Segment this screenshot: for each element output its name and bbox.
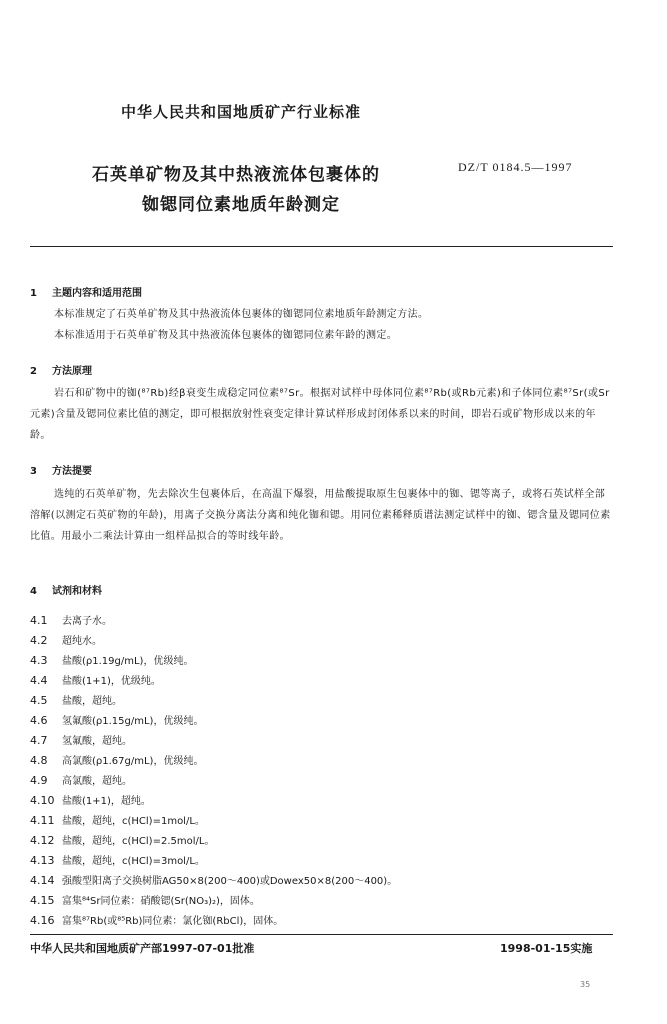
item-number: 4.7 [30,734,48,747]
item-number: 4.14 [30,874,55,887]
list-item [30,712,203,727]
list-item [30,812,205,827]
section-1-paragraph-1: 本标准规定了石英单矿物及其中热液流体包裹体的铷锶同位素地质年龄测定方法。 [54,309,429,320]
section-2-paragraph: 岩石和矿物中的铷(⁸⁷Rb)经β衰变生成稳定同位素⁸⁷Sr。根据对试样中母体同位素⁸⁷Rb(或Rb元素)和子体同位素⁸⁷Sr(或Sr元素)含量及锶同位素比值的测定，即可根据放射性衰变定律计算试样形成封闭体系以来的时间，即岩石或矿物形成以来的年龄。 [30,388,610,441]
standard-code: DZ/T 0184.5—1997 [458,160,573,174]
agency-title: 中华人民共和国地质矿产行业标准 [121,103,362,121]
section-heading-3 [30,462,92,477]
item-number: 4.1 [30,614,48,627]
item-text: 富集⁸⁴Sr同位素：硝酸锶(Sr(NO₃)₂)，固体。 [62,896,260,907]
page-number: 35 [580,980,591,989]
list-item [30,652,193,667]
list-item [30,792,151,807]
item-text: 盐酸，超纯，c(HCl)=1mol/L。 [62,816,205,827]
section-number: 1 [30,288,37,299]
list-item [30,772,132,787]
item-number: 4.16 [30,914,55,927]
item-number: 4.4 [30,674,48,687]
list-item [30,872,397,887]
item-number: 4.6 [30,714,48,727]
item-number: 4.2 [30,634,48,647]
item-text: 盐酸(ρ1.19g/mL)，优级纯。 [62,656,194,667]
list-item [30,612,112,627]
item-number: 4.15 [30,894,55,907]
section-heading-2 [30,362,92,377]
item-text: 盐酸(1+1)，超纯。 [62,796,151,807]
item-number: 4.11 [30,814,55,827]
list-item [30,852,205,867]
list-item [30,672,161,687]
item-text: 氢氟酸(ρ1.15g/mL)，优级纯。 [62,716,204,727]
section-number: 2 [30,366,37,377]
section-heading-4 [30,582,102,597]
item-text: 高氯酸(ρ1.67g/mL)，优级纯。 [62,756,204,767]
section-title: 试剂和材料 [52,586,102,597]
item-number: 4.12 [30,834,55,847]
item-text: 超纯水。 [62,636,102,647]
item-number: 4.9 [30,774,48,787]
item-text: 盐酸(1+1)，优级纯。 [62,676,161,687]
section-title: 方法原理 [52,366,92,377]
section-number: 4 [30,586,37,597]
header-divider [30,246,613,247]
implementation-date: 1998-01-15实施 [500,942,593,955]
item-text: 高氯酸，超纯。 [62,776,132,787]
list-item [30,692,122,707]
item-text: 盐酸，超纯，c(HCl)=2.5mol/L。 [62,836,215,847]
list-item [30,892,260,907]
section-heading-1 [30,284,142,299]
item-text: 盐酸，超纯，c(HCl)=3mol/L。 [62,856,205,867]
list-item [30,752,203,767]
document-title-line2: 铷锶同位素地质年龄测定 [142,195,340,215]
list-item [30,832,214,847]
list-item [30,912,283,927]
item-text: 氢氟酸，超纯。 [62,736,132,747]
item-text: 去离子水。 [62,616,112,627]
item-number: 4.3 [30,654,48,667]
section-number: 3 [30,466,37,477]
list-item [30,732,132,747]
section-3-paragraph: 选纯的石英单矿物，先去除次生包裹体后，在高温下爆裂，用盐酸提取原生包裹体中的铷、锶等离子，或将石英试样全部溶解(以测定石英矿物的年龄)，用离子交换分离法分离和纯化铷和锶。用同位素稀释质谱法测定试样中的铷、锶含量及锶同位素比值。用最小二乘法计算由一组样品拟合的等时线年龄。 [30,489,611,542]
item-text: 盐酸，超纯。 [62,696,122,707]
section-title: 方法提要 [52,466,92,477]
section-1-paragraph-2: 本标准适用于石英单矿物及其中热液流体包裹体的铷锶同位素年龄的测定。 [54,330,398,341]
list-item [30,632,102,647]
section-title: 主题内容和适用范围 [52,288,142,299]
item-number: 4.8 [30,754,48,767]
item-number: 4.13 [30,854,55,867]
document-title-line1: 石英单矿物及其中热液流体包裹体的 [92,165,380,185]
approval-line: 中华人民共和国地质矿产部1997-07-01批准 [30,942,255,955]
item-number: 4.10 [30,794,55,807]
item-number: 4.5 [30,694,48,707]
item-text: 富集⁸⁷Rb(或⁸⁵Rb)同位素：氯化铷(RbCl)，固体。 [62,916,284,927]
footer-divider [30,934,613,935]
item-text: 强酸型阳离子交换树脂AG50×8(200～400)或Dowex50×8(200～400)。 [62,876,398,887]
